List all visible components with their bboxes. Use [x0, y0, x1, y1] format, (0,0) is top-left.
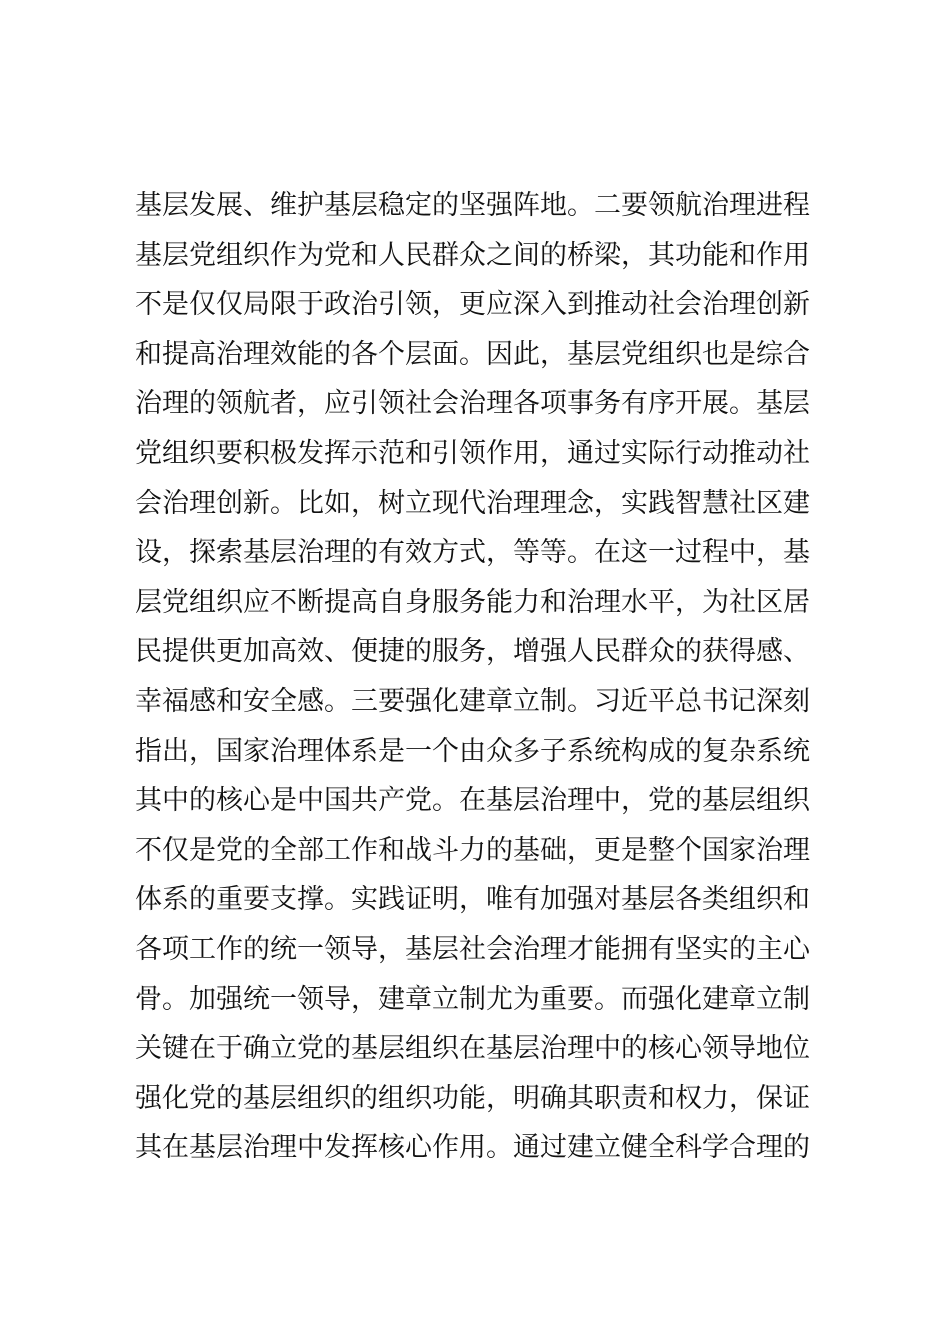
text-line: 关键在于确立党的基层组织在基层治理中的核心领导地位 — [135, 1033, 810, 1065]
body-text — [135, 181, 835, 1173]
text-line: 其中的核心是中国共产党。在基层治理中，党的基层组织 — [135, 785, 810, 817]
text-line: 会治理创新。比如，树立现代治理理念，实践智慧社区建 — [135, 487, 810, 519]
text-line: 指出，国家治理体系是一个由众多子系统构成的复杂系统 — [135, 735, 810, 767]
text-line: 设，探索基层治理的有效方式，等等。在这一过程中，基 — [135, 537, 810, 569]
text-line: 幸福感和安全感。三要强化建章立制。习近平总书记深刻 — [135, 685, 810, 717]
text-line: 党组织要积极发挥示范和引领作用，通过实际行动推动社 — [135, 437, 810, 469]
text-line: 骨。加强统一领导，建章立制尤为重要。而强化建章立制 — [135, 983, 810, 1015]
text-line: 治理的领航者，应引领社会治理各项事务有序开展。基层 — [135, 388, 810, 420]
text-line: 层党组织应不断提高自身服务能力和治理水平，为社区居 — [135, 586, 810, 618]
text-line: 强化党的基层组织的组织功能，明确其职责和权力，保证 — [135, 1082, 810, 1114]
text-line: 体系的重要支撑。实践证明，唯有加强对基层各类组织和 — [135, 884, 810, 916]
text-line: 基层发展、维护基层稳定的坚强阵地。二要领航治理进程 — [135, 190, 810, 221]
text-line: 其在基层治理中发挥核心作用。通过建立健全科学合理的 — [135, 1132, 810, 1164]
text-line: 民提供更加高效、便捷的服务，增强人民群众的获得感、 — [135, 636, 810, 668]
text-line: 各项工作的统一领导，基层社会治理才能拥有坚实的主心 — [135, 933, 810, 965]
text-line: 不仅是党的全部工作和战斗力的基础，更是整个国家治理 — [135, 834, 810, 866]
text-line: 不是仅仅局限于政治引领，更应深入到推动社会治理创新 — [135, 289, 810, 321]
text-line: 和提高治理效能的各个层面。因此，基层党组织也是综合 — [135, 338, 810, 370]
text-line: 基层党组织作为党和人民群众之间的桥梁，其功能和作用 — [135, 239, 810, 271]
